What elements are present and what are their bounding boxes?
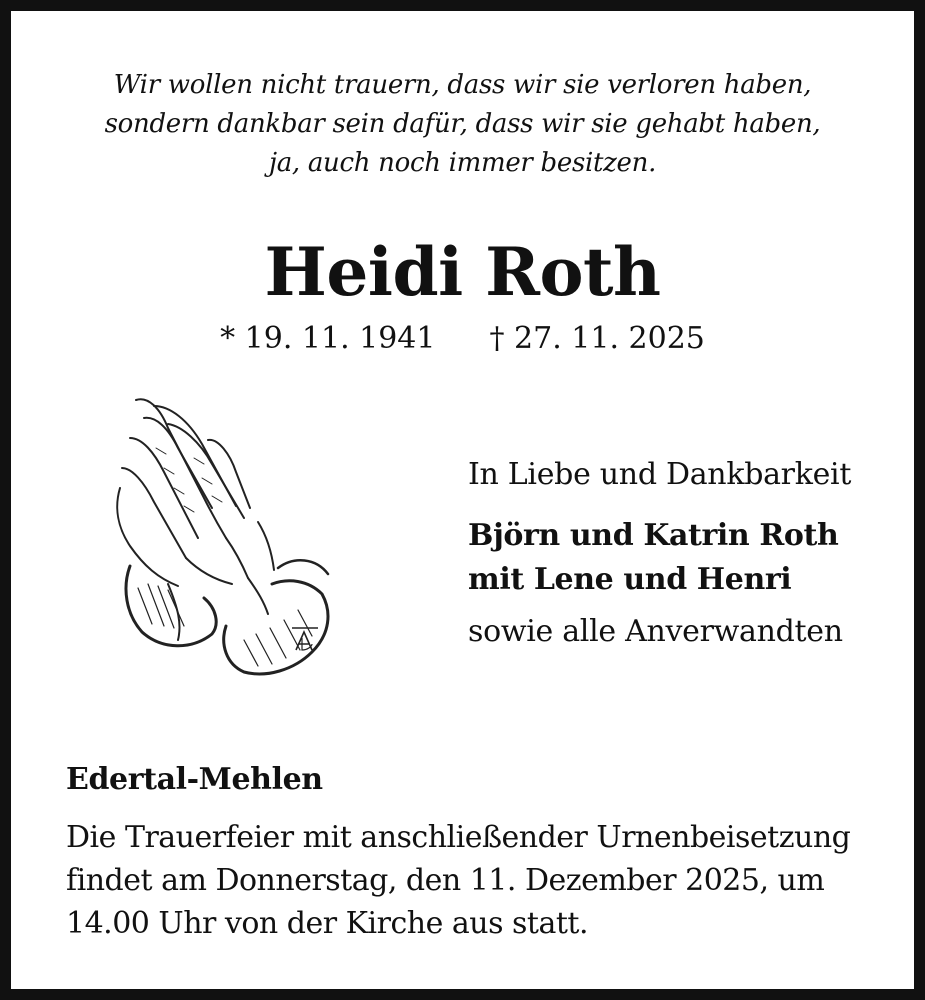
service-line: Die Trauerfeier mit anschließender Urnenbeisetzung	[66, 820, 851, 855]
family-names	[468, 514, 838, 602]
quote-line: Wir wollen nicht trauern, dass wir sie verloren haben,	[113, 70, 812, 100]
service-line: findet am Donnerstag, den 11. Dezember 2025, um	[66, 863, 825, 898]
service-details	[66, 816, 876, 945]
family-line: mit Lene und Henri	[468, 562, 792, 597]
quote-line: ja, auch noch immer besitzen.	[268, 148, 657, 178]
service-line: 14.00 Uhr von der Kirche aus statt.	[66, 906, 588, 941]
deceased-name: Heidi Roth	[264, 233, 661, 311]
quote-line: sondern dankbar sein dafür, dass wir sie gehabt haben,	[104, 109, 821, 139]
location-heading: Edertal-Mehlen	[66, 762, 323, 797]
dedication-line: In Liebe und Dankbarkeit	[468, 457, 852, 492]
monogram	[292, 628, 318, 650]
memorial-quote	[40, 66, 885, 183]
death-date: † 27. 11. 2025	[489, 321, 705, 356]
relatives-line: sowie alle Anverwandten	[468, 614, 843, 649]
life-dates	[0, 318, 925, 360]
birth-date: * 19. 11. 1941	[220, 321, 436, 356]
family-line: Björn und Katrin Roth	[468, 518, 839, 553]
praying-hands-icon	[108, 388, 344, 678]
